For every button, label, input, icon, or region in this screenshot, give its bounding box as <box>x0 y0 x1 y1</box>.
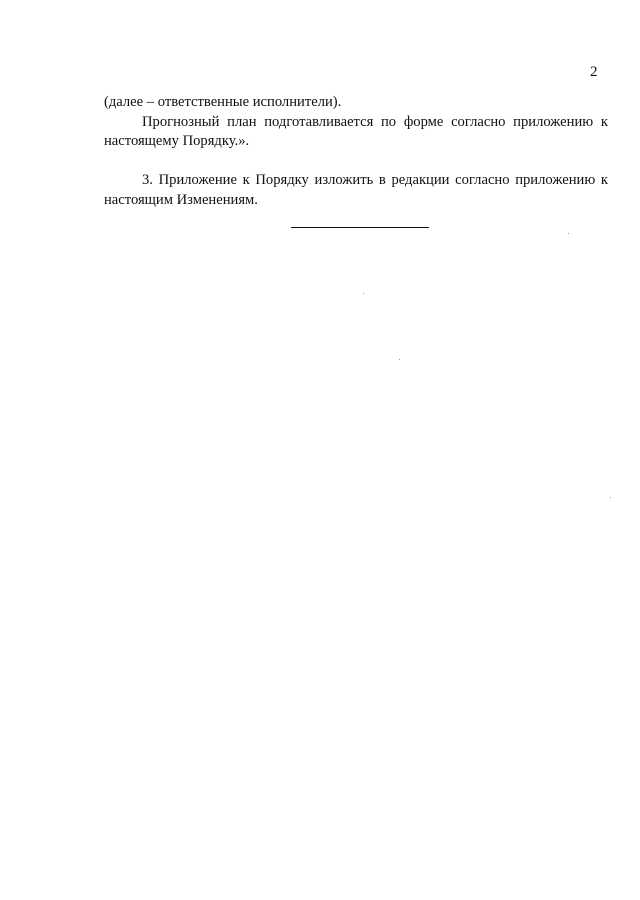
scan-speck <box>363 293 364 294</box>
paragraph-item-3: 3. Приложение к Порядку изложить в редакции согласно приложению к настоящим Изменениям. <box>104 172 608 208</box>
scan-speck <box>610 497 611 498</box>
scan-speck <box>399 359 400 360</box>
paragraph-forecast-plan: Прогнозный план подготавливается по форме согласно приложению к настоящему Порядку.». <box>104 113 608 149</box>
end-of-text-rule <box>291 227 429 228</box>
paragraph-spacer <box>104 152 608 172</box>
paragraph-continuation: (далее – ответственные исполнители). <box>104 94 342 110</box>
scan-speck <box>568 233 569 234</box>
document-body <box>104 93 608 210</box>
page-number: 2 <box>590 64 598 80</box>
